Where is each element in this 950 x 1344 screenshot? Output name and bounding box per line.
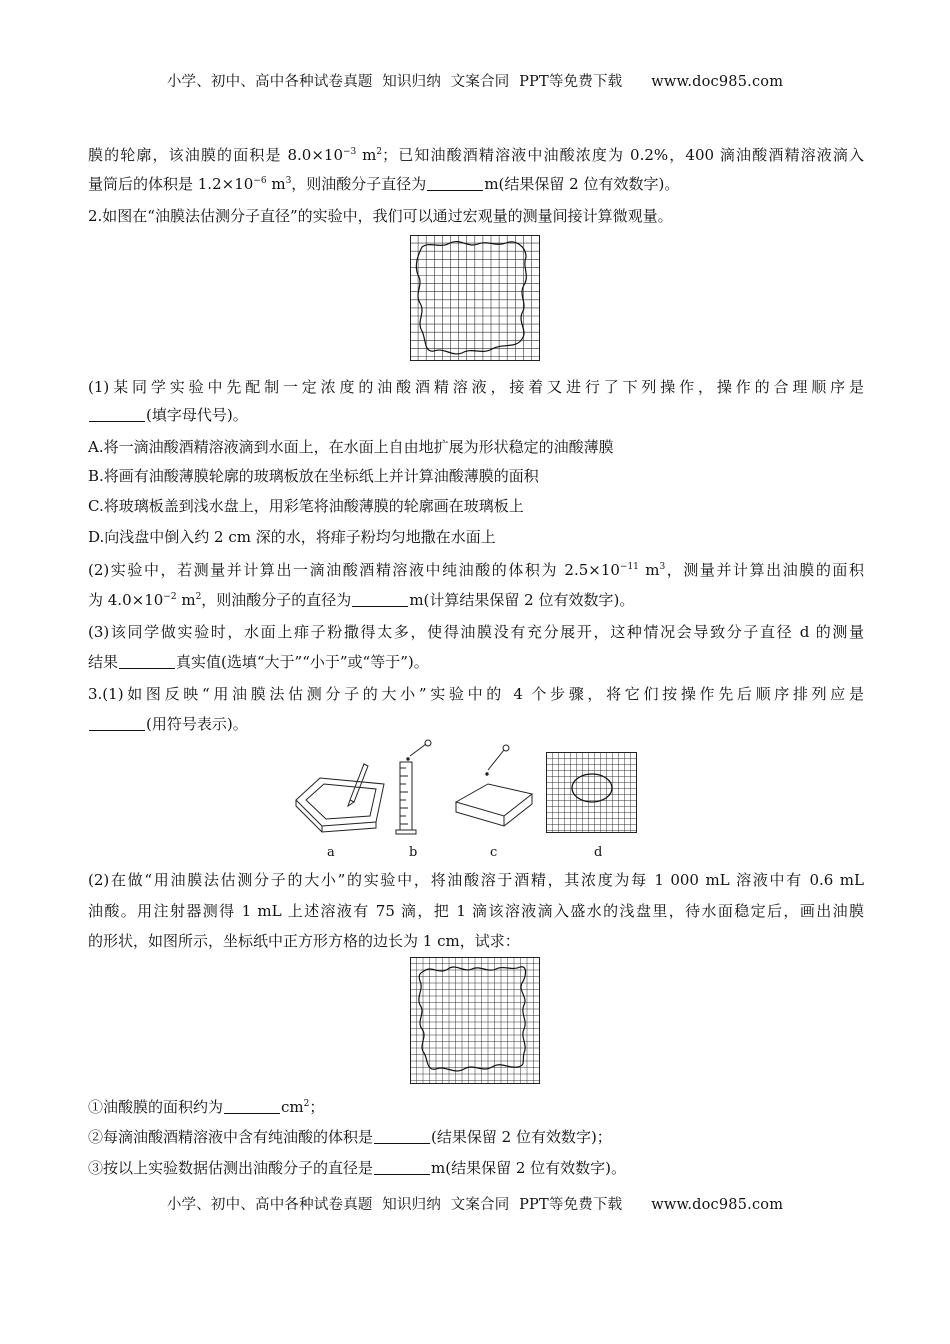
answer-blank[interactable] bbox=[119, 654, 175, 669]
q3-part1-line-1: 3.(1)如图反映“用油膜法估测分子的大小”实验中的 4 个步骤，将它们按操作先后顺序排列应是 bbox=[88, 685, 864, 703]
q3-sub-3: ③按以上实验数据估测出油酸分子的直径是 m(结果保留 2 位有效数字)。 bbox=[88, 1159, 627, 1177]
q3-part2-line-3: 的形状，如图所示，坐标纸中正方形方格的边长为 1 cm，试求： bbox=[88, 932, 520, 950]
step-b-cylinder-icon bbox=[396, 740, 431, 834]
q1-line-2: 量筒后的体积是 $1.2\times 10^{-6}$ $m^3$，则油酸分子直径为 m(结果保留 2 位有效数字)。 bbox=[88, 175, 680, 193]
answer-blank[interactable] bbox=[374, 1129, 430, 1144]
q2-option-a: A.将一滴油酸酒精溶液滴到水面上，在水面上自由地扩展为形状稳定的油酸薄膜 bbox=[88, 438, 614, 456]
q3-part1-line-2: (用符号表示)。 bbox=[88, 714, 864, 734]
q2-part1-line-1: (1)某同学实验中先配制一定浓度的油酸酒精溶液，接着又进行了下列操作，操作的合理顺序是 bbox=[88, 378, 864, 396]
q2-part3-line-1: (3)该同学做实验时，水面上痱子粉撒得太多，使得油膜没有充分展开，这种情况会导致分子直径 d 的测量 bbox=[88, 623, 864, 641]
q2-option-c: C.将玻璃板盖到浅水盘上，用彩笔将油酸薄膜的轮廓画在玻璃板上 bbox=[88, 497, 524, 515]
answer-blank[interactable] bbox=[89, 407, 145, 422]
page-header: 小学、初中、高中各种试卷真题 知识归纳 文案合同 PPT等免费下载 www.doc985.com bbox=[166, 74, 784, 90]
answer-blank[interactable] bbox=[374, 1160, 430, 1175]
oil-film-grid-figure-2 bbox=[410, 957, 540, 1084]
answer-blank[interactable] bbox=[89, 716, 145, 731]
q3-sub-2: ②每滴油酸酒精溶液中含有纯油酸的体积是 (结果保留 2 位有效数字)； bbox=[88, 1128, 612, 1146]
q2-part2-line-1: (2)实验中，若测量并计算出一滴油酸酒精溶液中纯油酸的体积为 $2.5\times 10^{-11}$ $m^3$，测量并计算出油膜的面积 bbox=[88, 561, 864, 579]
step-label-c: c bbox=[490, 845, 498, 860]
step-d-grid-icon bbox=[547, 753, 637, 833]
step-a-tray-icon bbox=[296, 764, 384, 832]
experiment-steps-figure bbox=[292, 738, 652, 838]
step-label-d: d bbox=[594, 845, 603, 860]
q3-part2-line-2: 油酸。用注射器测得 1 mL 上述溶液有 75 滴，把 1 滴该溶液滴入盛水的浅盘里，待水面稳定后，画出油膜 bbox=[88, 902, 864, 920]
oil-film-outline bbox=[416, 242, 526, 354]
q2-option-d: D.向浅盘中倒入约 2 cm 深的水，将痱子粉均匀地撒在水面上 bbox=[88, 528, 496, 546]
answer-blank[interactable] bbox=[224, 1099, 280, 1114]
q3-part2-line-1: (2)在做“用油膜法估测分子的大小”的实验中，将油酸溶于酒精，其浓度为每 1 000 mL 溶液中有 0.6 mL bbox=[88, 871, 864, 889]
q2-part3-line-2: 结果 真实值(选填“大于”“小于”或“等于”)。 bbox=[88, 653, 429, 671]
q2-title: 2.如图在“油膜法估测分子直径”的实验中，我们可以通过宏观量的测量间接计算微观量。 bbox=[88, 207, 673, 225]
oil-film-outline bbox=[419, 967, 526, 1071]
q2-part2-line-2: 为 $4.0\times 10^{-2}$ $m^2$，则油酸分子的直径为 m(计算结果保留 2 位有效数字)。 bbox=[88, 591, 635, 609]
q1-line-1: 膜的轮廓，该油膜的面积是 $8.0\times 10^{-3}$ $m^2$；已知油酸酒精溶液中油酸浓度为 0.2%，400 滴油酸酒精溶液滴入 bbox=[88, 146, 864, 164]
oil-film-grid-figure-1 bbox=[410, 235, 540, 361]
q2-part1-line-2: (填字母代号)。 bbox=[88, 405, 864, 425]
q3-sub-1: ①油酸膜的面积约为 $cm^2$； bbox=[88, 1098, 325, 1116]
q2-option-b: B.将画有油酸薄膜轮廓的玻璃板放在坐标纸上并计算油酸薄膜的面积 bbox=[88, 467, 539, 485]
answer-blank[interactable] bbox=[427, 176, 483, 191]
step-label-a: a bbox=[327, 845, 335, 860]
step-c-dish-icon bbox=[456, 745, 532, 826]
step-label-b: b bbox=[409, 845, 418, 860]
answer-blank[interactable] bbox=[352, 592, 408, 607]
page-footer: 小学、初中、高中各种试卷真题 知识归纳 文案合同 PPT等免费下载 www.doc985.com bbox=[166, 1197, 784, 1213]
